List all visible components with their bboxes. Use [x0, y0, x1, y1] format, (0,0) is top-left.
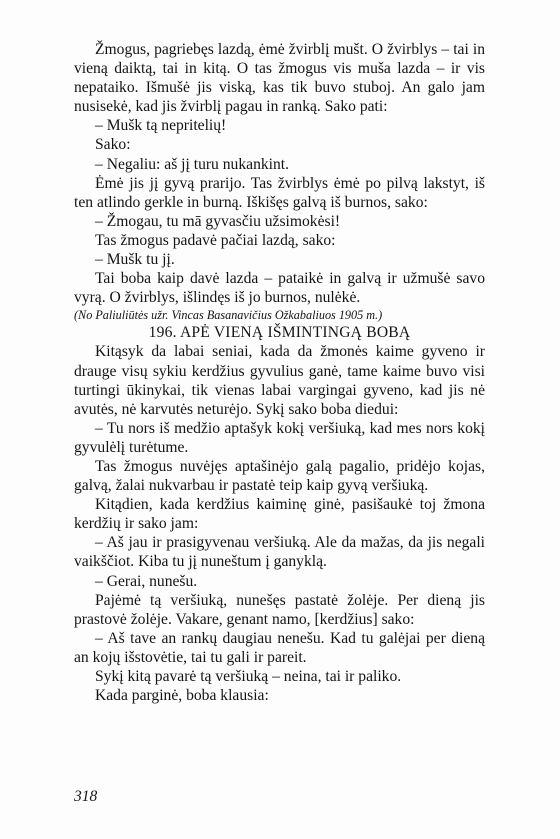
paragraph: – Aš tave an rankų daugiau nenešu. Kad tu galėjai per dieną an kojų išstovėtie, tai tu gali ir pareit.	[74, 629, 485, 666]
paragraph: – Tu nors iš medžio aptašyk kokį veršiuką, kad mes nors kokį gyvulėlį turėtume.	[74, 419, 485, 456]
page-number: 318	[74, 788, 98, 805]
paragraph: Tas žmogus nuvėjęs aptašinėjo galą pagalio, pridėjo kojas, galvą, žalai nukvarbau ir pastatė teip kaip gyvą veršiuką.	[74, 457, 485, 495]
paragraph: – Negaliu: aš jį turu nukankint.	[95, 155, 290, 173]
paragraph: Ėmė jis jį gyvą prarijo. Tas žvirblys ėmė po pilvą lakstyt, iš ten atlindo gerkle in burną. Iškišęs galvą iš burnos, sako:	[74, 174, 485, 211]
paragraph: – Žmogau, tu mā gyvasčiu užsimokėsi!	[95, 212, 341, 230]
paragraph: Kitąsyk da labai seniai, kada da žmonės kaime gyveno ir drauge visų sykiu kerdžius gyvulius ganė, tame kaime buvo visi turtingi ūkinykai, tik vienas labai vargingai gyveno, kad jis nė avutės, nė karvutės neturėjo. Sykį sako boba diedui:	[74, 343, 485, 418]
paragraph: Pajėmė tą veršiuką, nunešęs pastatė žolėje. Per dieną jis prastovė žolėje. Vakare, genant namo, [kerdžius] sako:	[74, 591, 485, 628]
paragraph: Kitądien, kada kerdžius kaiminę ginė, pasišaukė toj žmona kerdžių ir sako jam:	[74, 496, 485, 533]
paragraph: Kada parginė, boba klausia:	[95, 687, 269, 705]
paragraph: Tas žmogus padavė pačiai lazdą, sako:	[95, 231, 336, 249]
paragraph: – Mušk tą nepritelių!	[95, 117, 227, 135]
paragraph: Žmogus, pagriebęs lazdą, ėmė žvirblį mušt. O žvirblys – tai in vieną daiktą, tai in kitą. O tas žmogus vis muša lazda – ir vis nepataiko. Išmušė jis viską, kas tik buvo stuboj. An galo jam nusisekė, kad jis žvirblį pagau in ranką. Sako pati:	[74, 41, 485, 116]
story-body	[74, 342, 485, 705]
text-block	[74, 40, 485, 705]
paragraph: – Gerai, nunešu.	[95, 572, 198, 590]
paragraph: – Mušk tu jį.	[95, 251, 175, 269]
paragraph: – Aš jau ir prasigyvenau veršiuką. Ale da mažas, da jis negali vaikščiot. Kiba tu jį nuneštum į ganyklą.	[74, 534, 485, 571]
paragraph: Sykį kitą pavarė tą veršiuką – neina, tai ir paliko.	[95, 668, 402, 685]
story-heading: 196. APĖ VIENĄ IŠMINTINGĄ BOBĄ	[148, 324, 411, 342]
paragraph: Sako:	[95, 136, 131, 154]
story-end	[74, 40, 485, 307]
source-note: (No Paliuliūtės užr. Vincas Basanavičius Ožkabaliuos 1905 m.)	[74, 308, 383, 323]
paragraph: Tai boba kaip davė lazda – pataikė in galvą ir užmušė savo vyrą. O žvirblys, išlindęs iš jo burnos, nulėkė.	[74, 270, 485, 307]
